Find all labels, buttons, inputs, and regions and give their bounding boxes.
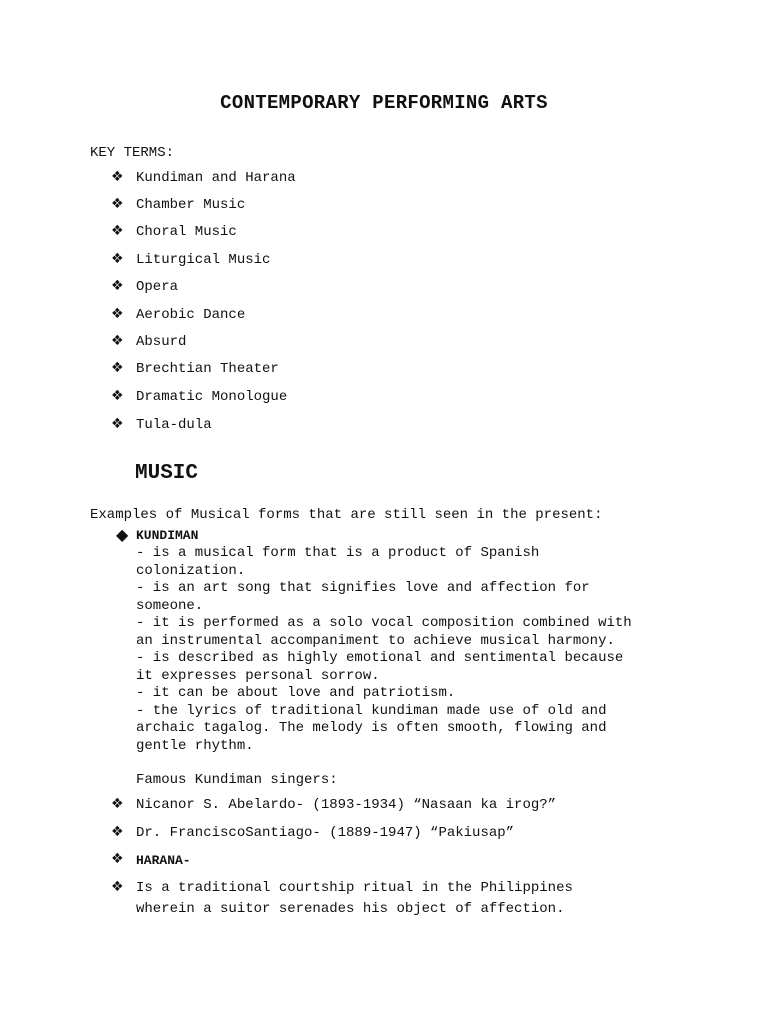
key-term-item: Dramatic Monologue bbox=[136, 389, 288, 405]
key-term-item: Tula-dula bbox=[136, 417, 212, 433]
kundiman-line: - the lyrics of traditional kundiman made use of old and bbox=[136, 702, 607, 719]
kundiman-line: - is an art song that signifies love and affection for bbox=[136, 580, 590, 596]
kundiman-line: an instrumental accompaniment to achieve musical harmony. bbox=[136, 632, 615, 649]
section-heading-music: MUSIC bbox=[135, 462, 199, 485]
key-term-item: Opera bbox=[136, 279, 179, 295]
kundiman-line: - is a musical form that is a product of Spanish bbox=[136, 545, 540, 561]
bullet-icon: ❖ bbox=[111, 251, 124, 267]
key-terms-label: KEY TERMS: bbox=[90, 145, 175, 161]
bullet-icon: ❖ bbox=[111, 388, 124, 404]
kundiman-line: - it is performed as a solo vocal composition combined with bbox=[136, 615, 632, 631]
bullet-icon: ❖ bbox=[111, 306, 124, 322]
kundiman-line: someone. bbox=[136, 597, 204, 614]
bullet-icon: ❖ bbox=[111, 223, 124, 239]
bullet-icon: ❖ bbox=[111, 169, 124, 185]
page-title: CONTEMPORARY PERFORMING ARTS bbox=[220, 92, 548, 114]
kundiman-line: gentle rhythm. bbox=[136, 737, 254, 754]
bullet-icon: ❖ bbox=[111, 333, 124, 349]
bullet-icon: ❖ bbox=[111, 796, 124, 812]
key-term-item: Absurd bbox=[136, 334, 187, 350]
key-term-item: Liturgical Music bbox=[136, 252, 271, 268]
harana-line: Is a traditional courtship ritual in the Philippines bbox=[136, 880, 573, 896]
key-term-item: Brechtian Theater bbox=[136, 361, 279, 377]
key-term-item: Chamber Music bbox=[136, 197, 246, 213]
kundiman-line: - it can be about love and patriotism. bbox=[136, 685, 456, 701]
bullet-icon: ❖ bbox=[111, 278, 124, 294]
bullet-icon: ❖ bbox=[111, 196, 124, 212]
bullet-icon: ❖ bbox=[111, 416, 124, 432]
singers-label: Famous Kundiman singers: bbox=[136, 772, 338, 788]
kundiman-line: archaic tagalog. The melody is often smooth, flowing and bbox=[136, 720, 607, 736]
kundiman-line: it expresses personal sorrow. bbox=[136, 667, 380, 684]
bullet-icon: ❖ bbox=[111, 851, 124, 867]
key-term-item: Aerobic Dance bbox=[136, 307, 246, 323]
bullet-icon: ❖ bbox=[111, 360, 124, 376]
bullet-icon: ❖ bbox=[111, 879, 124, 895]
singer-item: Dr. FranciscoSantiago- (1889-1947) “Pakiusap” bbox=[136, 825, 515, 841]
diamond-bullet-icon: ◆ bbox=[116, 525, 129, 544]
kundiman-line: colonization. bbox=[136, 562, 246, 579]
bullet-icon: ❖ bbox=[111, 824, 124, 840]
singer-item: Nicanor S. Abelardo- (1893-1934) “Nasaan ka irog?” bbox=[136, 797, 557, 813]
harana-line: wherein a suitor serenades his object of affection. bbox=[136, 901, 565, 917]
kundiman-label: KUNDIMAN bbox=[136, 528, 199, 543]
kundiman-line: - is described as highly emotional and sentimental because bbox=[136, 650, 624, 666]
key-term-item: Choral Music bbox=[136, 224, 237, 240]
harana-label: HARANA- bbox=[136, 853, 191, 868]
key-term-item: Kundiman and Harana bbox=[136, 170, 296, 186]
music-intro: Examples of Musical forms that are still seen in the present: bbox=[90, 507, 603, 523]
